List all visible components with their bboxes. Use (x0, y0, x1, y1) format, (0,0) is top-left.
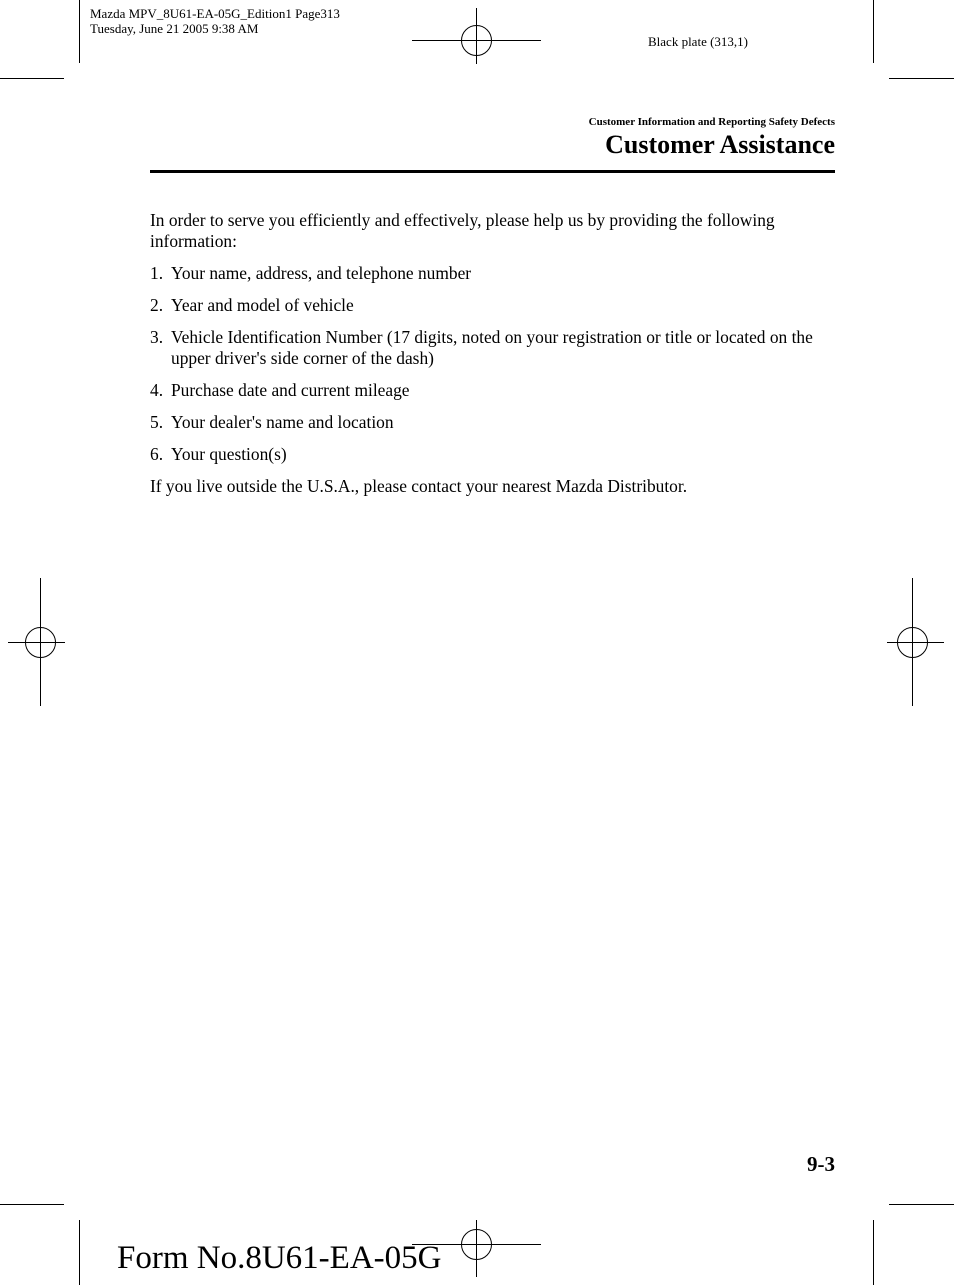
crop-mark-bottom-left-v (79, 1220, 80, 1285)
section-label: Customer Information and Reporting Safety Defects (588, 116, 835, 128)
list-item (150, 263, 840, 284)
list-item-text: Year and model of vehicle (171, 295, 354, 315)
print-metadata-date: Tuesday, June 21 2005 9:38 AM (90, 21, 259, 36)
registration-mark-left-circle (25, 627, 56, 658)
outro-paragraph: If you live outside the U.S.A., please contact your nearest Mazda Distributor. (150, 476, 688, 496)
list-item (150, 444, 840, 465)
list-item-number: 1. (150, 263, 164, 283)
list-item (150, 327, 840, 369)
registration-mark-top-circle (461, 25, 492, 56)
list-item-text: Vehicle Identification Number (17 digits, noted on your registration or title or located on the upper driver's side corner of the dash) (171, 327, 813, 368)
list-item-number: 4. (150, 380, 164, 400)
list-item-number: 2. (150, 295, 164, 315)
list-item-number: 5. (150, 412, 164, 432)
crop-mark-top-right-h (889, 78, 954, 79)
crop-mark-top-right-v (873, 0, 874, 63)
list-item (150, 380, 840, 401)
intro-paragraph: In order to serve you efficiently and effectively, please help us by providing the following information: (150, 210, 775, 251)
list-item-text: Your name, address, and telephone number (171, 263, 472, 283)
list-item-text: Purchase date and current mileage (171, 380, 410, 400)
info-list (150, 263, 840, 465)
crop-mark-bottom-right-h (889, 1204, 954, 1205)
registration-mark-right-circle (897, 627, 928, 658)
crop-mark-top-left-h (0, 78, 64, 79)
form-number: Form No.8U61-EA-05G (117, 1240, 442, 1276)
registration-mark-bottom-circle (461, 1229, 492, 1260)
list-item (150, 295, 840, 316)
crop-mark-bottom-left-h (0, 1204, 64, 1205)
main-content (150, 210, 840, 508)
page-title: Customer Assistance (605, 130, 835, 159)
list-item-number: 3. (150, 327, 164, 347)
crop-mark-bottom-right-v (873, 1220, 874, 1285)
print-metadata (90, 6, 340, 36)
page-number: 9-3 (807, 1152, 835, 1176)
title-divider (150, 170, 835, 173)
list-item (150, 412, 840, 433)
print-metadata-file: Mazda MPV_8U61-EA-05G_Edition1 Page313 (90, 6, 340, 21)
list-item-number: 6. (150, 444, 164, 464)
list-item-text: Your question(s) (171, 444, 287, 464)
list-item-text: Your dealer's name and location (171, 412, 394, 432)
plate-label: Black plate (313,1) (648, 34, 748, 49)
crop-mark-top-left-v (79, 0, 80, 63)
